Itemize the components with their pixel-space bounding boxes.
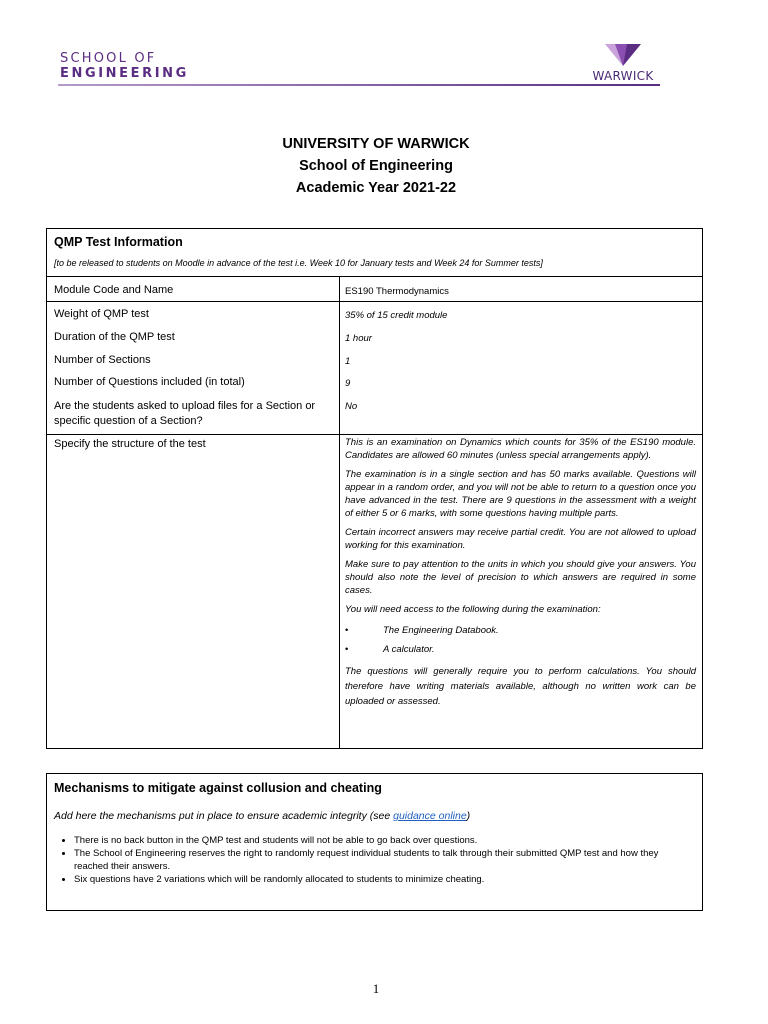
warwick-logo bbox=[583, 44, 663, 83]
row-divider bbox=[47, 301, 702, 302]
row-label-questions: Number of Questions included (in total) bbox=[54, 376, 245, 388]
bullet-text: The Engineering Databook. bbox=[383, 625, 499, 636]
row-divider bbox=[47, 434, 702, 435]
list-item: • There is no back button in the QMP test and students will not be able to go back over questions. bbox=[74, 834, 695, 847]
structure-bullet bbox=[345, 625, 696, 636]
qmp-release-note: [to be released to students on Moodle in advance of the test i.e. Week 10 for January tests and Week 24 for Summer tests] bbox=[54, 258, 543, 268]
mitigation-list bbox=[54, 834, 695, 886]
school-logo-line2: ENGINEERING bbox=[60, 66, 189, 81]
warwick-logo-text: WARWICK bbox=[592, 69, 654, 83]
row-value-sections: 1 bbox=[345, 356, 351, 367]
row-label-weight: Weight of QMP test bbox=[54, 308, 149, 320]
qmp-heading: QMP Test Information bbox=[54, 235, 183, 249]
school-of-engineering-logo bbox=[60, 52, 189, 81]
mitigation-heading: Mechanisms to mitigate against collusion and cheating bbox=[54, 781, 382, 795]
school-logo-line1: SCHOOL OF bbox=[60, 51, 157, 66]
row-label-module: Module Code and Name bbox=[54, 284, 174, 296]
structure-paragraph: This is an examination on Dynamics which counts for 35% of the ES190 module. Candidates are allowed 60 minutes (unless special arrangements apply). bbox=[345, 437, 696, 461]
bullet-dot: • bbox=[345, 625, 349, 636]
list-item: • The School of Engineering reserves the right to randomly request individual students to talk through their submitted QMP test and how they reached their answers. bbox=[74, 847, 695, 873]
instruction-text: Add here the mechanisms put in place to ensure academic integrity (see bbox=[54, 810, 394, 822]
row-value-upload: No bbox=[345, 401, 358, 412]
list-item: • Six questions have 2 variations which will be randomly allocated to students to minimize cheating. bbox=[74, 873, 695, 886]
instruction-text-end: ) bbox=[466, 810, 471, 822]
row-value-duration: 1 hour bbox=[345, 333, 372, 344]
guidance-online-link[interactable]: guidance online bbox=[393, 810, 467, 822]
row-label-sections: Number of Sections bbox=[54, 354, 151, 366]
row-value-questions: 9 bbox=[345, 378, 351, 389]
title-university: UNIVERSITY OF WARWICK bbox=[282, 136, 470, 152]
structure-description bbox=[339, 436, 702, 715]
title-school: School of Engineering bbox=[299, 158, 453, 174]
structure-paragraph: Certain incorrect answers may receive partial credit. You are not allowed to upload working for this examination. bbox=[345, 527, 696, 551]
warwick-chevron-icon bbox=[605, 44, 641, 68]
row-label-structure: Specify the structure of the test bbox=[54, 438, 206, 450]
mitigation-box bbox=[46, 773, 703, 911]
qmp-info-table bbox=[46, 228, 703, 749]
bullet-dot: • bbox=[345, 644, 349, 655]
mitigation-instruction bbox=[54, 810, 695, 822]
structure-paragraph: Make sure to pay attention to the units in which you should give your answers. You should also note the level of precision to which answers are required in some cases. bbox=[345, 559, 696, 596]
header-rule bbox=[58, 84, 660, 86]
row-label-duration: Duration of the QMP test bbox=[54, 331, 175, 343]
title-year: Academic Year 2021-22 bbox=[295, 180, 457, 196]
page-number: 1 bbox=[372, 981, 380, 996]
row-value-module: ES190 Thermodynamics bbox=[345, 286, 449, 297]
qmp-table-header bbox=[47, 229, 702, 277]
structure-bullet bbox=[345, 644, 696, 655]
bullet-text: A calculator. bbox=[383, 644, 435, 655]
row-label-upload: Are the students asked to upload files for a Section or specific question of a Section? bbox=[54, 400, 316, 427]
structure-paragraph: The questions will generally require you to perform calculations. You should therefore have writing materials available, although no written work can be uploaded or assessed. bbox=[345, 666, 696, 707]
document-title-block bbox=[0, 133, 752, 199]
structure-paragraph: The examination is in a single section and has 50 marks available. Questions will appear in a random order, and you will not be able to return to a question once you have advanced in the test. There are 9 questions in the assessment with a weight of either 5 or 6 marks, with some questions having multiple parts. bbox=[345, 469, 696, 519]
structure-paragraph: You will need access to the following during the examination: bbox=[345, 604, 601, 615]
row-value-weight: 35% of 15 credit module bbox=[345, 310, 448, 321]
